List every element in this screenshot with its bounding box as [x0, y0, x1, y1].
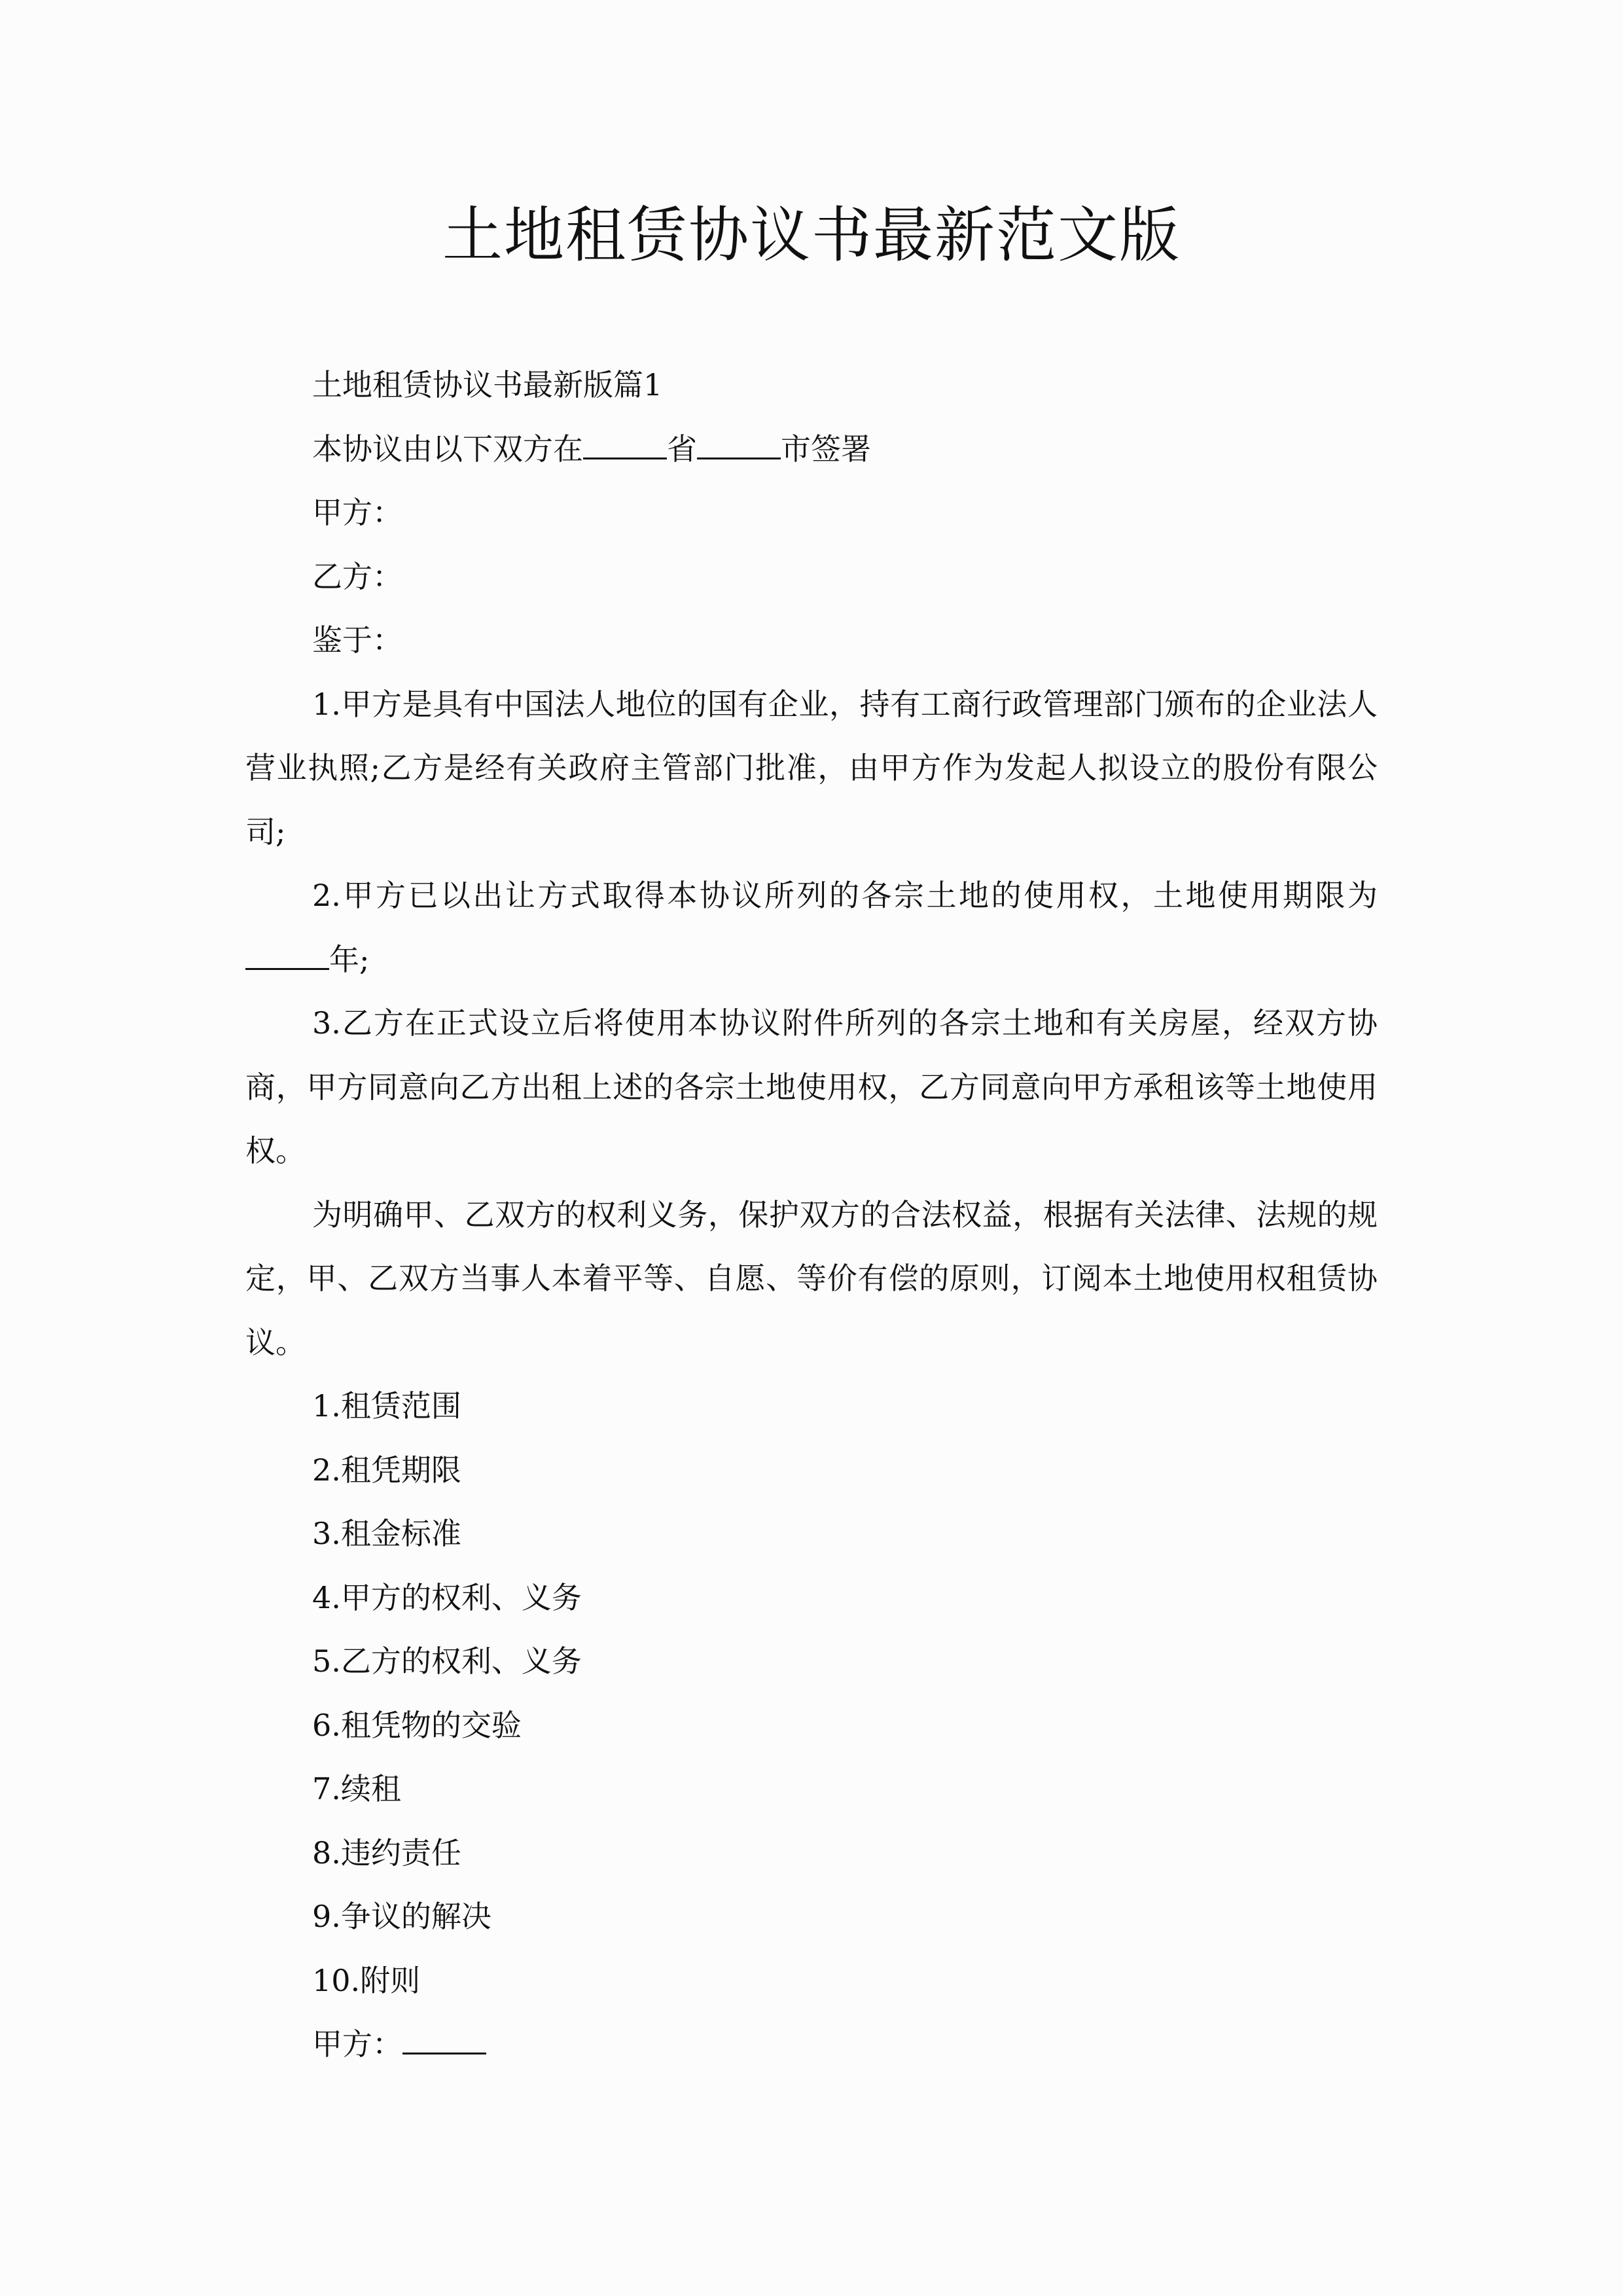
recital-clause-1: 1.甲方是具有中国法人地位的国有企业，持有工商行政管理部门颁布的企业法人营业执照;乙方是经有关政府主管部门批准，由甲方作为发起人拟设立的股份有限公司; — [245, 686, 1378, 850]
purpose-paragraph: 为明确甲、乙双方的权利义务，保护双方的合法权益，根据有关法律、法规的规定，甲、乙双方当事人本着平等、自愿、等价有偿的原则，订阅本土地使用权租赁协议。 — [245, 1196, 1378, 1360]
signature-blank — [402, 2028, 486, 2054]
recital-clause-2 — [245, 864, 1378, 992]
outline-item: 2.租凭期限 — [312, 1452, 461, 1488]
section-heading: 土地租赁协议书最新版篇1 — [312, 367, 663, 403]
party-a-label: 甲方： — [312, 495, 402, 530]
document-body — [245, 353, 1378, 2077]
outline-item: 4.甲方的权利、义务 — [312, 1579, 582, 1615]
outline-item: 7.续租 — [312, 1771, 401, 1806]
years-blank — [245, 943, 329, 970]
outline-item: 5.乙方的权利、义务 — [312, 1643, 582, 1679]
signing-location-line — [245, 418, 1378, 482]
document-title: 土地租赁协议书最新范文版 — [442, 200, 1181, 270]
outline-item: 1.租赁范围 — [312, 1388, 461, 1424]
signing-text-mid: 省 — [667, 431, 697, 467]
signature-label: 甲方： — [312, 2026, 402, 2062]
city-blank — [697, 433, 781, 459]
outline-item: 8.违约责任 — [312, 1835, 461, 1871]
signature-line — [245, 2013, 1378, 2077]
party-b-label: 乙方： — [312, 558, 402, 594]
outline-item: 9.争议的解决 — [312, 1899, 491, 1934]
province-blank — [583, 433, 667, 459]
outline-item: 6.租凭物的交验 — [312, 1707, 522, 1743]
recital-clause-2-text: 2.甲方已以出让方式取得本协议所列的各宗土地的使用权，土地使用期限为 — [312, 878, 1378, 913]
outline-item: 3.租金标准 — [312, 1516, 461, 1551]
signing-text-after: 市签署 — [781, 431, 871, 467]
whereas-label: 鉴于： — [312, 622, 402, 658]
recital-clause-3: 3.乙方在正式设立后将使用本协议附件所列的各宗土地和有关房屋，经双方协商，甲方同意向乙方出租上述的各宗土地使用权，乙方同意向甲方承租该等土地使用权。 — [245, 1005, 1378, 1168]
signing-text-before: 本协议由以下双方在 — [312, 431, 583, 467]
recital-clause-2-after: 年; — [329, 941, 370, 977]
outline-item: 10.附则 — [312, 1962, 421, 1998]
